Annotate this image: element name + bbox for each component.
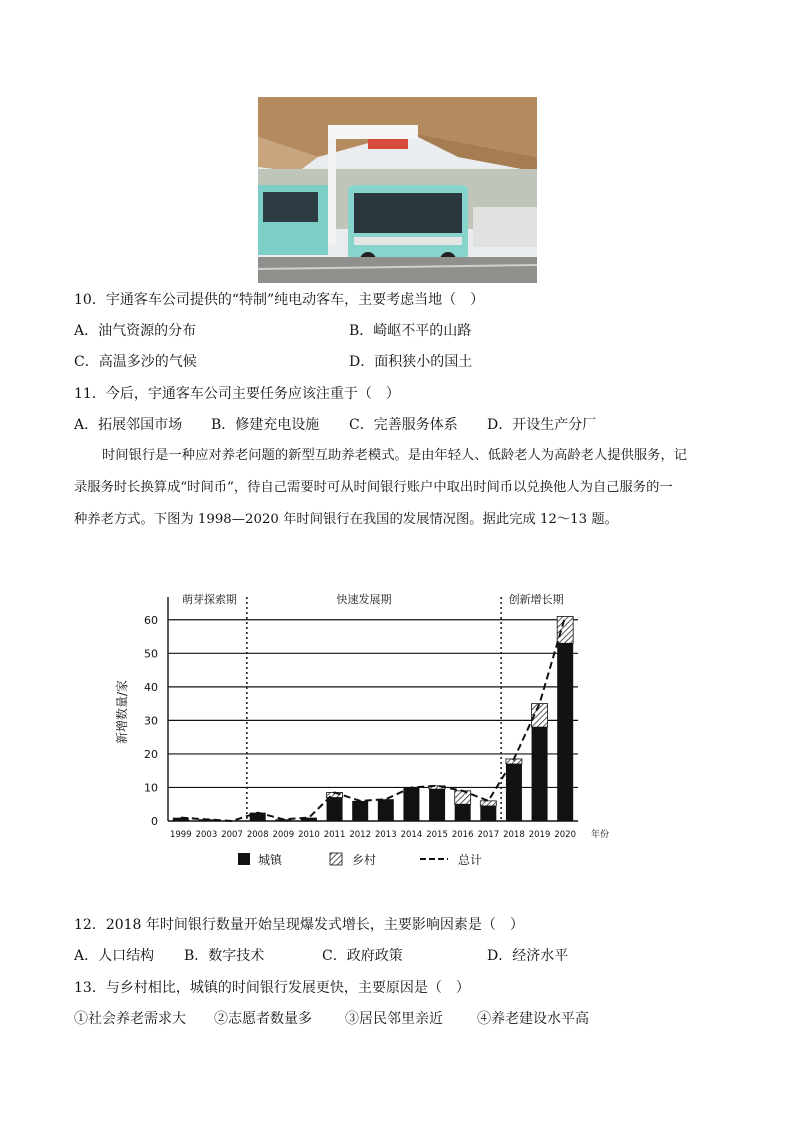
period-label-1: 萌芽探索期 <box>181 593 237 606</box>
question-10-option-a: A．油气资源的分布 <box>74 323 197 339</box>
question-11-option-a: A．拓展邻国市场 <box>74 417 183 433</box>
time-bank-chart <box>115 585 630 885</box>
y-tick-label: 40 <box>144 680 158 694</box>
bar-urban <box>403 787 419 821</box>
question-10-option-c: C．高温多沙的气候 <box>74 354 197 370</box>
bar-rural <box>557 616 573 643</box>
question-12-option-c: C．政府政策 <box>322 948 403 964</box>
legend-swatch-rural <box>330 853 342 865</box>
x-tick-label: 2015 <box>426 830 448 840</box>
y-tick-label: 50 <box>144 647 158 661</box>
bar-urban <box>506 764 522 821</box>
bar-rural <box>455 791 471 804</box>
question-13-stem: 13．与乡村相比，城镇的时间银行发展更快，主要原因是（ ） <box>74 980 470 996</box>
question-11-option-d: D．开设生产分厂 <box>487 417 597 433</box>
bar-urban <box>480 806 496 821</box>
x-tick-label: 2018 <box>503 830 525 840</box>
y-tick-label: 10 <box>144 781 158 795</box>
x-tick-label: 2014 <box>400 830 423 840</box>
legend-label-total: 总计 <box>458 853 483 867</box>
question-10-option-d: D．面积狭小的国土 <box>349 354 473 370</box>
x-tick-label: 2012 <box>349 830 372 840</box>
bar-urban <box>327 798 343 821</box>
passage-line-1: 时间银行是一种应对养老问题的新型互助养老模式。是由年轻人、低龄老人为高龄老人提供服务，记 <box>102 448 688 463</box>
y-tick-label: 30 <box>144 714 158 728</box>
x-tick-label: 2008 <box>246 830 269 840</box>
question-12-stem: 12．2018 年时间银行数量开始呈现爆发式增长，主要影响因素是（ ） <box>74 917 524 933</box>
x-tick-label: 2017 <box>477 830 500 840</box>
question-13-option-2: ②志愿者数量多 <box>214 1011 312 1027</box>
bus-charging-photo <box>258 97 537 283</box>
question-11-stem: 11．今后，宇通客车公司主要任务应该注重于（ ） <box>74 386 400 402</box>
legend-label-urban: 城镇 <box>258 853 283 867</box>
bar-urban <box>455 804 471 821</box>
question-12-option-d: D．经济水平 <box>487 948 569 964</box>
x-tick-label: 2003 <box>195 830 218 840</box>
y-tick-label: 60 <box>144 613 158 627</box>
bar-urban <box>532 727 548 821</box>
question-13-option-4: ④养老建设水平高 <box>477 1011 589 1027</box>
x-tick-label: 2011 <box>323 830 346 840</box>
time-bank-chart-svg <box>115 585 630 885</box>
question-13-option-1: ①社会养老需求大 <box>74 1011 186 1027</box>
y-tick-label: 20 <box>144 747 158 761</box>
x-tick-label: 1999 <box>169 830 192 840</box>
question-11-option-b: B．修建充电设施 <box>211 417 320 433</box>
x-tick-label: 2007 <box>221 830 243 840</box>
question-13-option-3: ③居民邻里亲近 <box>345 1011 443 1027</box>
y-tick-label: 0 <box>151 815 158 828</box>
electric-bus-charging-station-icon <box>258 97 537 283</box>
passage-line-2: 录服务时长换算成“时间币”，待自己需要时可从时间银行账户中取出时间币以兑换他人为自己服务的一 <box>74 480 673 495</box>
y-axis-label: 新增数量/家 <box>115 679 129 745</box>
bar-rural <box>480 801 496 806</box>
question-10-option-b: B．崎岖不平的山路 <box>349 323 472 339</box>
question-12-option-a: A．人口结构 <box>74 948 155 964</box>
x-tick-label: 2016 <box>451 830 474 840</box>
question-12-option-b: B．数字技术 <box>184 948 265 964</box>
bar-urban <box>429 789 445 821</box>
x-tick-label: 2010 <box>298 830 320 840</box>
question-11-option-c: C．完善服务体系 <box>349 417 458 433</box>
x-tick-label: 2013 <box>374 830 397 840</box>
x-tick-label: 2020 <box>554 830 577 840</box>
question-10-stem: 10．宇通客车公司提供的“特制”纯电动客车，主要考虑当地（ ） <box>74 292 485 308</box>
period-label-3: 创新增长期 <box>508 593 564 606</box>
bar-urban <box>557 643 573 821</box>
x-axis-label: 年份 <box>590 830 610 840</box>
passage-line-3: 种养老方式。下图为 1998—2020 年时间银行在我国的发展情况图。据此完成 12～13 题。 <box>74 512 618 527</box>
x-tick-label: 2019 <box>528 830 551 840</box>
bar-urban <box>352 801 368 821</box>
period-label-2: 快速发展期 <box>336 593 392 606</box>
x-tick-label: 2009 <box>272 830 295 840</box>
legend-swatch-urban <box>238 853 250 865</box>
bar-urban <box>378 799 394 821</box>
legend-label-rural: 乡村 <box>352 853 377 867</box>
